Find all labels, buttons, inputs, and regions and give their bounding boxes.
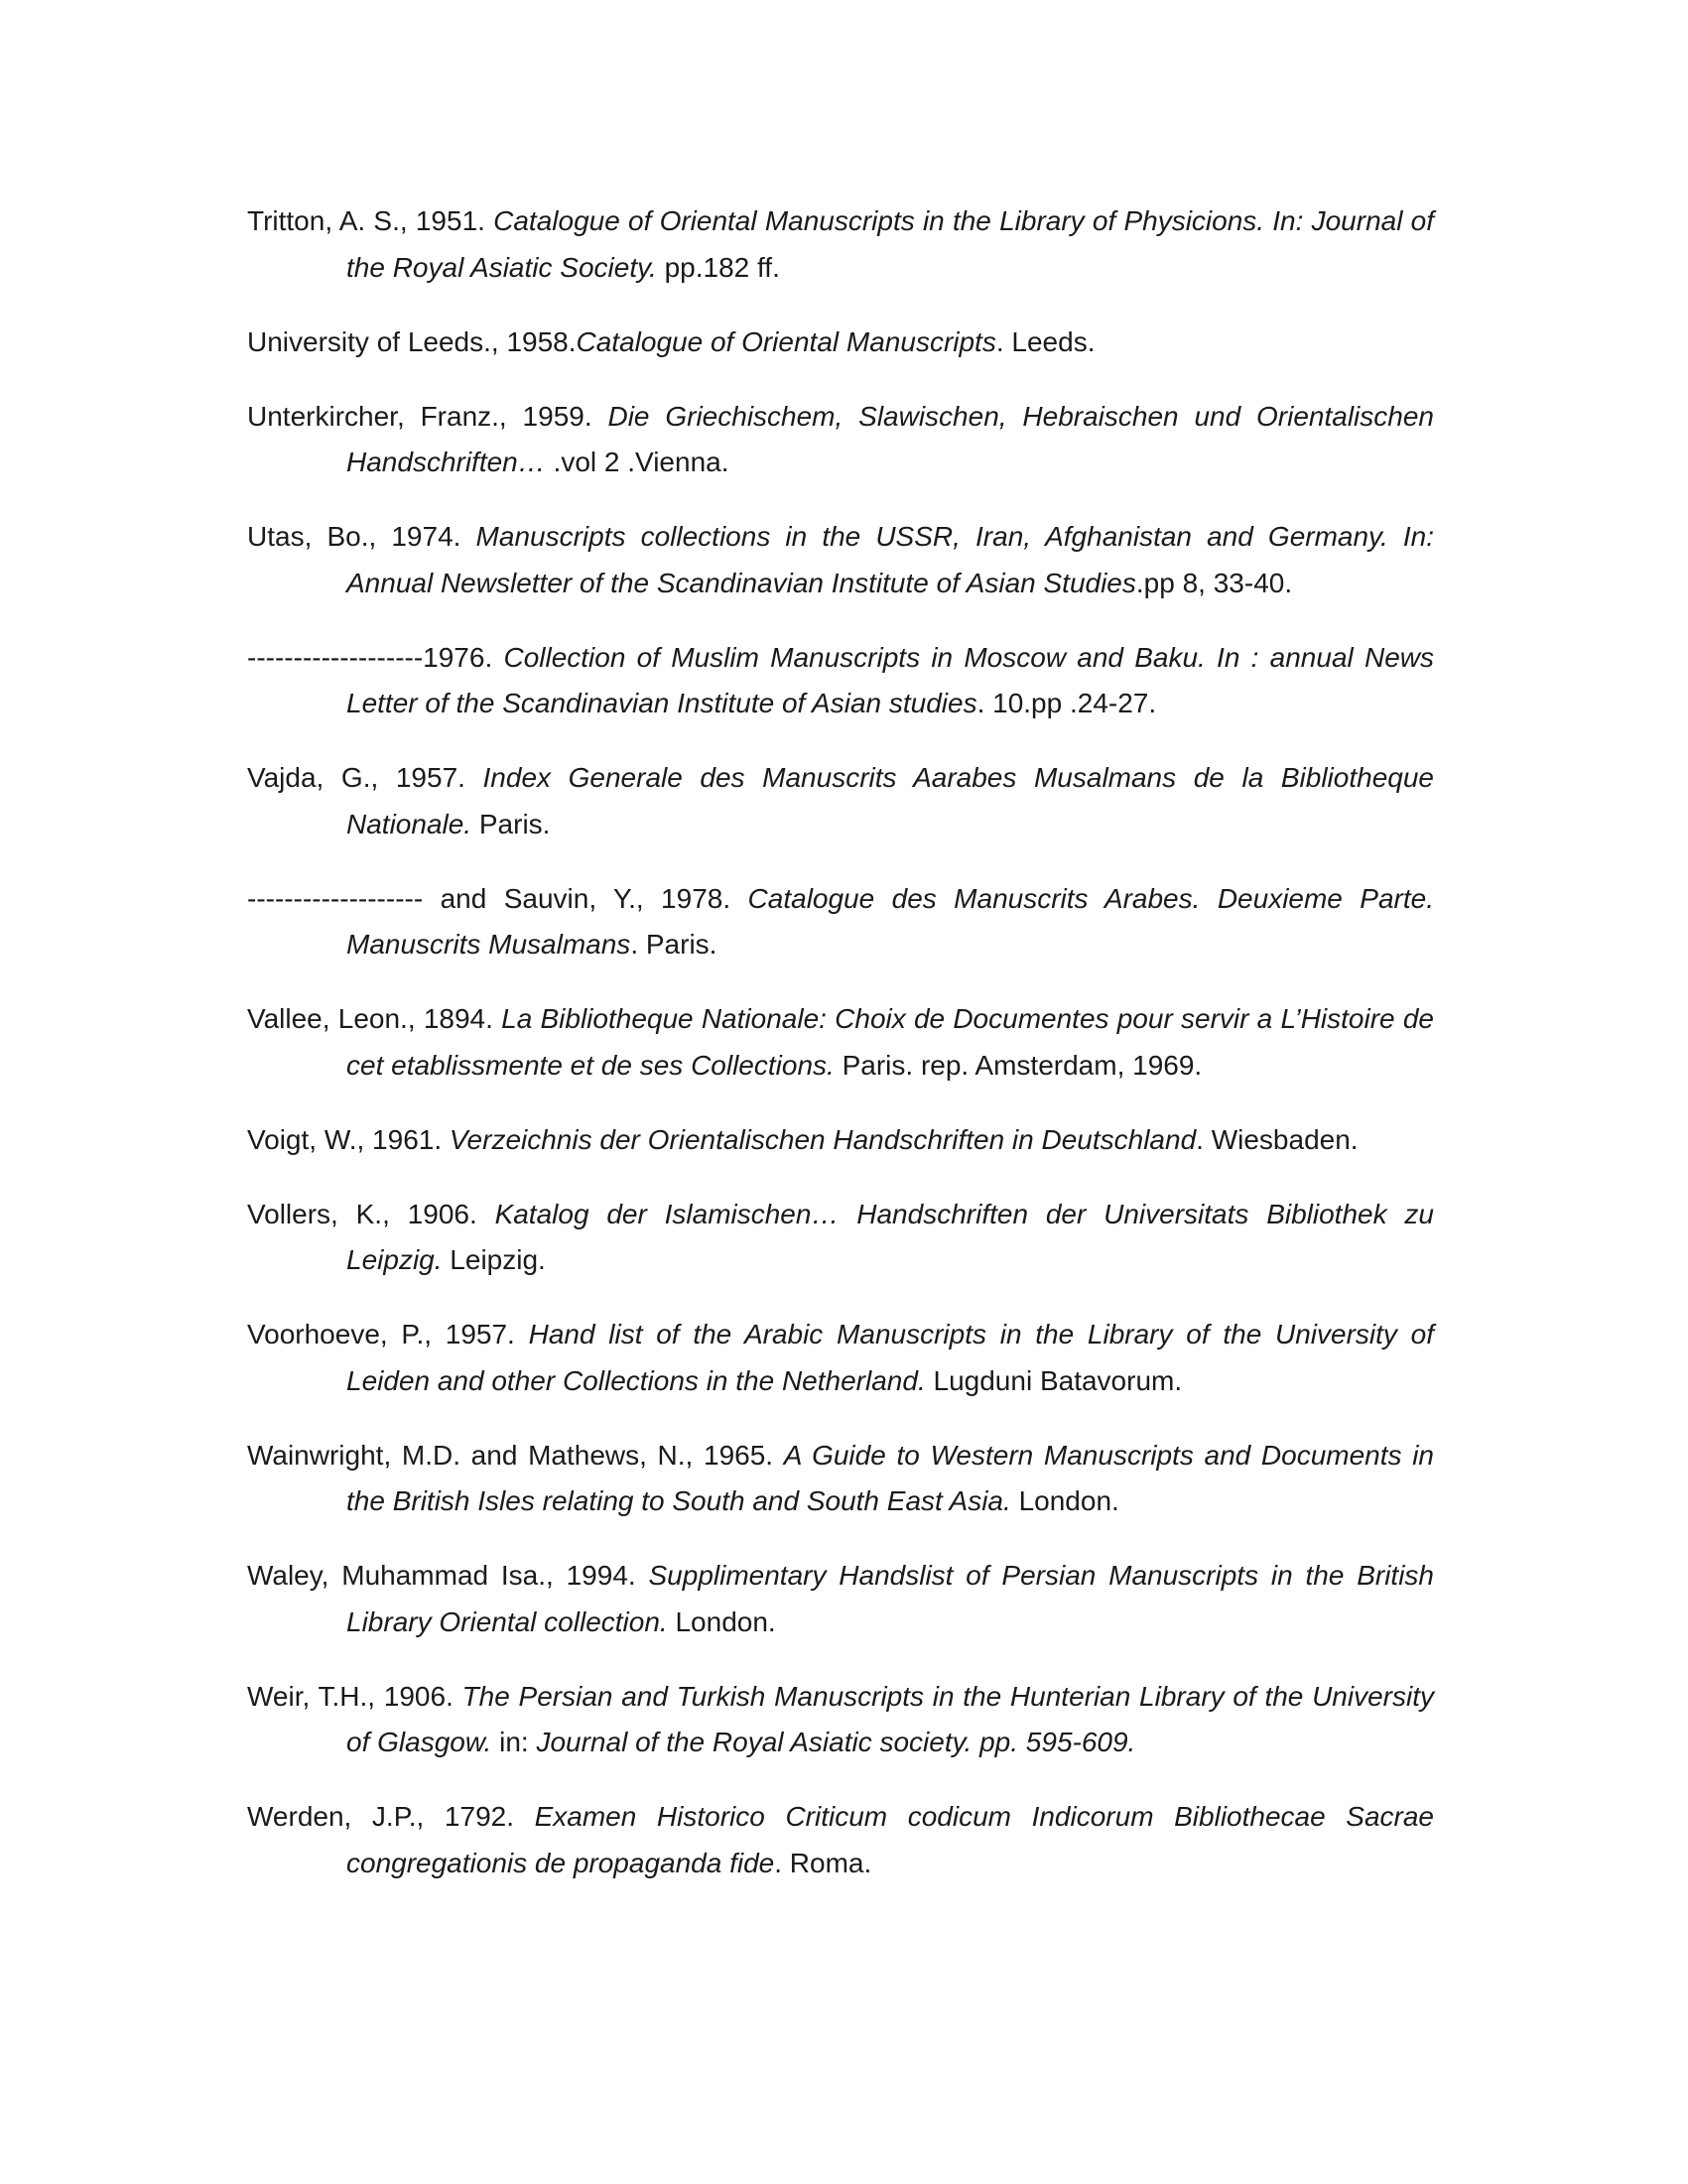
entry-publication-details: London.: [667, 1606, 776, 1637]
bibliography-entry: [247, 394, 1434, 486]
entry-journal-title: Journal of the Royal Asiatic society. pp. 595-609.: [536, 1727, 1136, 1757]
entry-publication-details: . Roma.: [774, 1847, 872, 1878]
entry-author-year: Voigt, W., 1961.: [247, 1123, 450, 1155]
entry-author-year: Vallee, Leon., 1894.: [247, 1003, 502, 1034]
bibliography-entry: [247, 996, 1434, 1089]
entry-author-year: University of Leeds., 1958.: [247, 325, 577, 357]
entry-title: A Guide to Western Manuscripts and Documents in the British Isles relating to South and South East Asia.: [346, 1439, 1434, 1516]
entry-author-year: Voorhoeve, P., 1957.: [247, 1319, 529, 1349]
entry-author-year: Wainwright, M.D. and Mathews, N., 1965.: [247, 1439, 784, 1471]
entry-author-year: -------------------1976.: [247, 641, 504, 673]
entry-publication-details: London.: [1010, 1485, 1119, 1516]
bibliography-entry: [247, 755, 1434, 847]
entry-publication-details: .vol 2 .Vienna.: [545, 447, 729, 477]
bibliography-list: [247, 198, 1434, 1915]
entry-author-year: Vollers, K., 1906.: [247, 1198, 495, 1229]
bibliography-entry: [247, 1553, 1434, 1645]
bibliography-entry: [247, 1312, 1434, 1404]
entry-author-year: Vajda, G., 1957.: [247, 762, 483, 793]
entry-publication-details: . Wiesbaden.: [1196, 1123, 1359, 1155]
bibliography-entry: [247, 1117, 1434, 1164]
entry-title: Manuscripts collections in the USSR, Iran, Afghanistan and Germany. In: Annual Newsletter of the Scandinavian Institute of Asian Studies: [346, 521, 1434, 598]
entry-author-year: Waley, Muhammad Isa., 1994.: [247, 1560, 649, 1591]
entry-author-year: Werden, J.P., 1792.: [247, 1801, 535, 1832]
bibliography-entry: [247, 514, 1434, 606]
bibliography-entry: [247, 635, 1434, 727]
entry-publication-details: Paris. rep. Amsterdam, 1969.: [834, 1049, 1203, 1081]
bibliography-entry: [247, 1192, 1434, 1284]
entry-publication-details: . 10.pp .24-27.: [976, 688, 1157, 718]
bibliography-entry: [247, 198, 1434, 291]
entry-title: Katalog der Islamischen… Handschriften der Universitats Bibliothek zu Leipzig.: [346, 1198, 1434, 1275]
entry-title: Collection of Muslim Manuscripts in Moscow and Baku. In : annual News Letter of the Scandinavian Institute of Asian studies: [346, 641, 1434, 718]
entry-author-year: Weir, T.H., 1906.: [247, 1680, 462, 1712]
entry-publication-details: . Leeds.: [995, 325, 1096, 357]
entry-title: Catalogue des Manuscrits Arabes. Deuxieme Parte. Manuscrits Musalmans: [346, 882, 1435, 960]
entry-title: Examen Historico Criticum codicum Indicorum Bibliothecae Sacrae congregationis de propaganda fide: [346, 1801, 1434, 1878]
entry-title: Die Griechischem, Slawischen, Hebraischen und Orientalischen Handschriften…: [346, 400, 1434, 477]
entry-publication-details: . Paris.: [630, 929, 717, 960]
entry-author-year: Unterkircher, Franz., 1959.: [247, 400, 608, 432]
bibliography-entry: [247, 876, 1434, 968]
entry-author-year: Utas, Bo., 1974.: [247, 521, 476, 552]
entry-author-year: Tritton, A. S., 1951.: [247, 205, 494, 236]
entry-title: La Bibliotheque Nationale: Choix de Documentes pour servir a L’Histoire de cet etablissmente et de ses Collections.: [346, 1003, 1434, 1081]
entry-publication-details: pp.182 ff.: [656, 251, 780, 283]
entry-publication-details: .pp 8, 33-40.: [1135, 567, 1293, 598]
bibliography-entry: [247, 320, 1434, 366]
entry-publication-details: Paris.: [471, 808, 551, 839]
entry-title: Verzeichnis der Orientalischen Handschriften in Deutschland: [449, 1123, 1197, 1155]
bibliography-entry: [247, 1433, 1434, 1525]
entry-publication-details: in:: [491, 1727, 537, 1757]
entry-author-year: ------------------- and Sauvin, Y., 1978.: [247, 882, 748, 914]
entry-title: Index Generale des Manuscrits Aarabes Musalmans de la Bibliotheque Nationale.: [346, 762, 1434, 839]
bibliography-entry: [247, 1794, 1434, 1886]
entry-title: Supplimentary Handslist of Persian Manuscripts in the British Library Oriental collection.: [346, 1560, 1435, 1637]
entry-publication-details: Lugduni Batavorum.: [925, 1364, 1183, 1396]
entry-publication-details: Leipzig.: [442, 1244, 546, 1275]
entry-title: Hand list of the Arabic Manuscripts in the Library of the University of Leiden and other Collections in the Netherland.: [346, 1319, 1435, 1396]
bibliography-entry: [247, 1674, 1434, 1766]
entry-title: The Persian and Turkish Manuscripts in the Hunterian Library of the University of Glasgow.: [346, 1680, 1434, 1757]
entry-title: Catalogue of Oriental Manuscripts: [576, 325, 996, 357]
entry-title: Catalogue of Oriental Manuscripts in the Library of Physicions. In: Journal of the Royal Asiatic Society.: [346, 205, 1435, 283]
